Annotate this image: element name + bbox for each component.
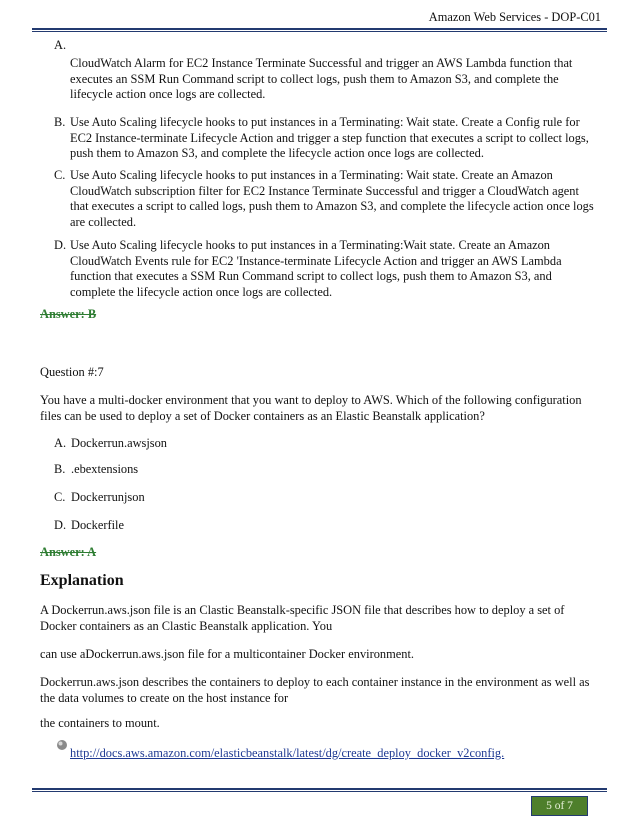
explanation-paragraph: can use aDockerrun.aws.json file for a multicontainer Docker environment. [40, 647, 414, 661]
option-text: Dockerrunjson [71, 490, 145, 504]
explanation-paragraph: Dockerrun.aws.json describes the containers to deploy to each container instance in the environment as well as the data volumes to create on the host instance for [40, 675, 590, 705]
option-text: Use Auto Scaling lifecycle hooks to put instances in a Terminating: Wait state. Create an Amazon CloudWatch subscription filter for EC2 Instance Terminate Successful and trigger a CloudWatch agent that executes a script to called logs, push them to Amazon S3, and complete the lifecycle action once logs are collected. [70, 168, 594, 229]
option-letter: A. [54, 436, 67, 450]
option-text: Dockerfile [71, 518, 124, 532]
option-text: .ebextensions [71, 462, 139, 476]
q6-answer: Answer: B [40, 307, 97, 321]
question-number: Question #:7 [40, 365, 104, 379]
explanation-paragraph: the containers to mount. [40, 716, 160, 730]
reference-link[interactable]: http://docs.aws.amazon.com/elasticbeanstalk/latest/dg/create_deploy_docker_v2config. [70, 746, 505, 760]
header-title: Amazon Web Services - DOP-C01 [428, 10, 601, 24]
option-text: Use Auto Scaling lifecycle hooks to put instances in a Terminating: Wait state. Create a Config rule for EC2 Instance-terminate Lifecycle Action and trigger a step function that executes a script to collect logs, push them to Amazon S3, and complete the lifecycle action once logs are collected. [70, 115, 589, 160]
option-letter: D. [54, 238, 67, 252]
option-text: Use Auto Scaling lifecycle hooks to put instances in a Terminating:Wait state. Create an Amazon CloudWatch Events rule for EC2 'Instance-terminate Lifecycle Action and trigger an AWS Lambda function that executes a SSM Run Command script to collect logs, push them to Amazon S3, and complete the lifecycle action once logs are collected. [70, 238, 562, 299]
option-letter: B. [54, 115, 66, 129]
explanation-paragraph: A Dockerrun.aws.json file is an Clastic Beanstalk-specific JSON file that describes how to deploy a set of Docker containers as an Clastic Beanstalk application. You [40, 603, 565, 633]
page-number: 5 of 7 [531, 796, 588, 816]
question-text: You have a multi-docker environment that you want to deploy to AWS. Which of the following configuration files can be used to deploy a set of Docker containers as an Elastic Beanstalk application? [40, 393, 582, 423]
footer-divider-thin [32, 791, 607, 792]
option-letter: D. [54, 518, 67, 532]
option-letter: C. [54, 490, 66, 504]
link-bullet-icon [56, 739, 68, 755]
option-letter: C. [54, 168, 66, 182]
footer-divider [32, 788, 607, 790]
option-letter: A. [54, 38, 67, 52]
header-divider [32, 28, 607, 30]
option-text: CloudWatch Alarm for EC2 Instance Terminate Successful and trigger an AWS Lambda function that executes an SSM Run Command script to collect logs, push them to Amazon S3, and complete the lifecycle action once logs are collected. [70, 56, 573, 101]
option-text: Dockerrun.awsjson [71, 436, 168, 450]
q7-answer: Answer: A [40, 545, 97, 559]
header-divider-thin [32, 31, 607, 32]
explanation-heading: Explanation [40, 572, 124, 589]
option-letter: B. [54, 462, 66, 476]
